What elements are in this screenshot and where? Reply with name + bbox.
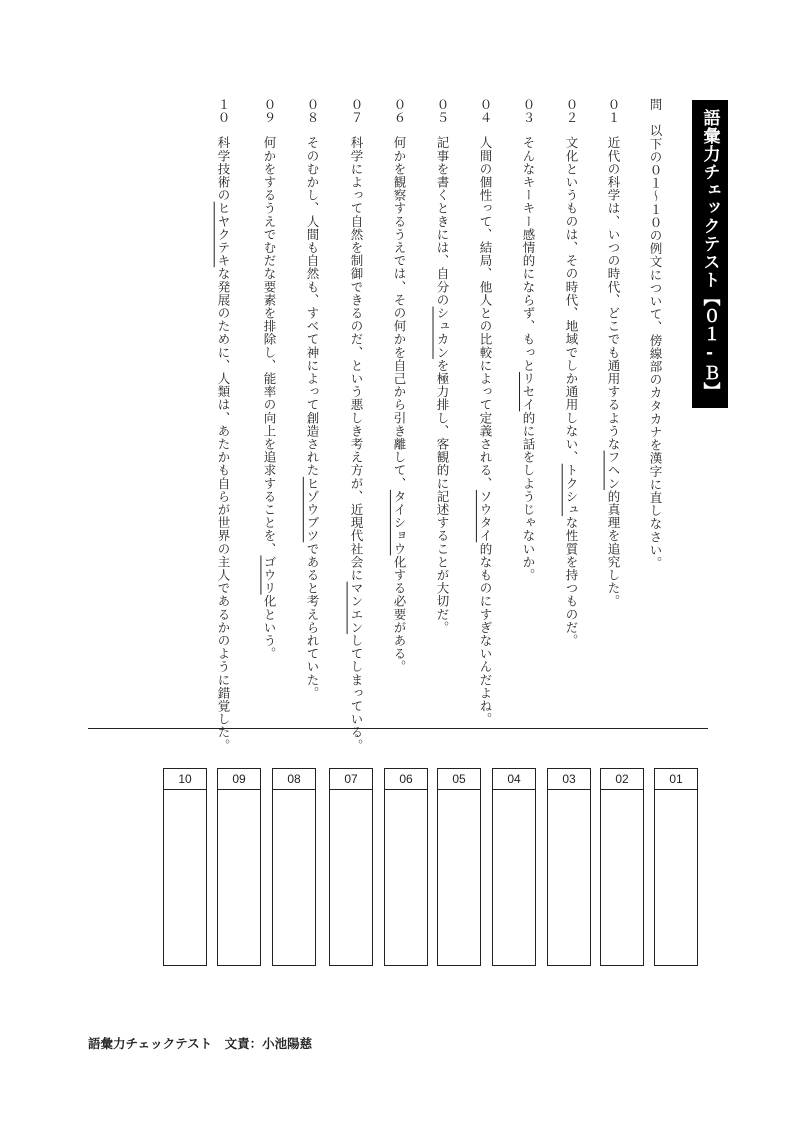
underlined-katakana: ヒヤクテキ <box>216 201 231 268</box>
answer-box[interactable] <box>547 768 591 966</box>
question-text: 化という。 <box>262 594 277 661</box>
answer-box[interactable] <box>437 768 481 966</box>
question-text: 何かを観察するうえでは、その何かを自己から引き離して、 <box>392 136 407 490</box>
question-text: 的真理を追究した。 <box>606 489 621 608</box>
underlined-katakana: ヒゾウブツ <box>305 476 320 543</box>
question-text: 何かをするうえでむだな要素を排除し、能率の向上を追求することを、 <box>262 136 277 556</box>
answer-box-label: 07 <box>330 769 372 790</box>
answer-box-label: 09 <box>218 769 260 790</box>
underlined-katakana: マンエン <box>349 581 364 635</box>
question-text: 化する必要がある。 <box>392 555 407 674</box>
question-text: してしまっている。 <box>349 634 364 752</box>
answer-box[interactable] <box>329 768 373 966</box>
question-text: そんなキーキー感情的にならず、もっと <box>521 136 536 373</box>
instruction-text: 問 以下の０１〜１０の例文について、傍線部のカタカナを漢字に直しなさい。 <box>648 98 663 570</box>
question-item <box>602 98 624 718</box>
question-text: 的なものにすぎないんだよね。 <box>478 542 493 726</box>
question-item <box>258 98 280 718</box>
question-text: 科学技術の <box>216 136 231 202</box>
question-number: ０７ <box>349 98 364 125</box>
answer-box[interactable] <box>272 768 316 966</box>
question-number: ０２ <box>564 98 579 125</box>
question-number: ０４ <box>478 98 493 125</box>
underlined-katakana: ソウタイ <box>478 489 493 543</box>
question-item <box>212 98 234 752</box>
answer-box[interactable] <box>163 768 207 966</box>
section-divider <box>88 728 708 729</box>
underlined-katakana: シュカン <box>435 306 450 359</box>
question-item <box>388 98 410 718</box>
underlined-katakana: ゴウリ <box>262 555 277 595</box>
question-number: ０６ <box>392 98 407 125</box>
question-text: な発展のために、人類は、あたかも自らが世界の主人であるかのように錯覚した。 <box>216 267 231 752</box>
question-text: そのむかし、人間も自然も、すべて神によって創造された <box>305 136 320 477</box>
question-text: 文化というものは、その時代、地域でしか通用しない、 <box>564 136 579 464</box>
answer-box-label: 08 <box>273 769 315 790</box>
question-item <box>474 98 496 726</box>
answer-box[interactable] <box>217 768 261 966</box>
answer-box[interactable] <box>600 768 644 966</box>
question-item <box>431 98 453 718</box>
underlined-katakana: リセイ <box>521 372 536 412</box>
answer-box-label: 05 <box>438 769 480 790</box>
question-item <box>517 98 539 718</box>
question-text: な性質を持つものだ。 <box>564 516 579 648</box>
question-number: ０５ <box>435 98 450 125</box>
page-title: 語彙力チェックテスト【０１-Ｂ】 <box>692 100 728 408</box>
underlined-katakana: トクシュ <box>564 463 579 517</box>
answer-box-label: 04 <box>493 769 535 790</box>
footer-credit: 語彙力チェックテスト 文責：小池陽慈 <box>88 1036 313 1051</box>
question-number: ０９ <box>262 98 277 125</box>
answer-box[interactable] <box>654 768 698 966</box>
underlined-katakana: タイショウ <box>392 489 407 556</box>
answer-box-label: 06 <box>385 769 427 790</box>
answer-box[interactable] <box>384 768 428 966</box>
question-number: １０ <box>216 98 231 125</box>
answer-box-label: 01 <box>655 769 697 790</box>
question-item <box>345 98 367 752</box>
answer-box-label: 02 <box>601 769 643 790</box>
question-number: ０８ <box>305 98 320 125</box>
question-text: 近代の科学は、いつの時代、どこでも通用するような <box>606 136 621 451</box>
question-text: 記事を書くときには、自分の <box>435 136 450 307</box>
question-text: であると考えられていた。 <box>305 542 320 700</box>
question-text: 的に話をしようじゃないか。 <box>521 411 536 582</box>
underlined-katakana: フヘン <box>606 450 621 490</box>
question-text: を極力排し、客観的に記述することが大切だ。 <box>435 358 450 635</box>
answer-box[interactable] <box>492 768 536 966</box>
question-text: 科学によって自然を制御できるのだ、という悪しき考え方が、近現代社会に <box>349 136 364 582</box>
question-number: ０３ <box>521 98 536 125</box>
question-number: ０１ <box>606 98 621 125</box>
question-item <box>560 98 582 718</box>
question-item <box>301 98 323 718</box>
question-text: 人間の個性って、結局、他人との比較によって定義される、 <box>478 136 493 490</box>
answer-box-label: 10 <box>164 769 206 790</box>
answer-box-label: 03 <box>548 769 590 790</box>
